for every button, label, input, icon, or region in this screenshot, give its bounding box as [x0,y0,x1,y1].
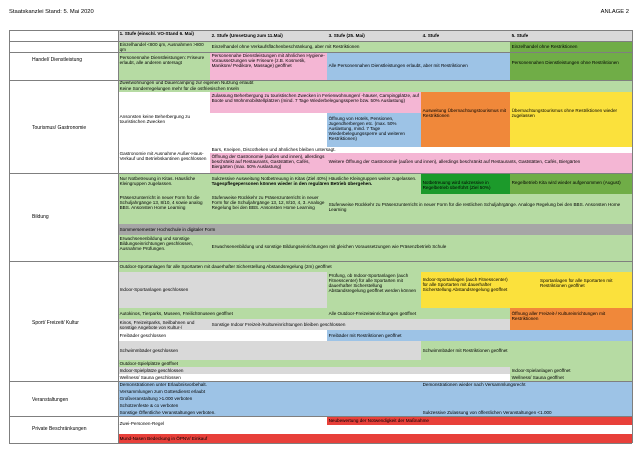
grid-line [9,80,632,81]
grid-line [9,261,632,262]
education-stage2-school: Stufenweise Rückkehr zu Präsenzunterricht in neuer Form für die Schuljahrgänge 13, 12, 8/10, 4, 3. Analoge Regelung bei den BBS. Ansonsten Home Learning [210,194,327,224]
grid-line [632,30,633,443]
sport-stage5-indoor: Sportanlagen für alle Sportarten mit Restriktionen geöffnet [510,272,632,308]
column-header-stage-4: 4. Stufe [421,30,510,41]
grid-line [9,381,632,382]
grid-line [9,30,10,443]
pools-stage3-open: Freibäder mit Restriktionen geöffnet [327,330,632,341]
category-private: Private Beschränkungen [32,426,87,432]
gastronomy-stage2-open: Öffnung der Gastronomie (außen und innen), allerdings beschränkt auf Restaurants, Gaststätten, Cafés, Biergärten (max. 50% Auslastung) [210,153,327,173]
grid-line [9,41,632,42]
gastronomy-bars-closed: Bars, Kneipen, Discotheken und ähnliches bleiben untersagt. [210,147,421,153]
handel-stage1-services: Personennahe Dienstleistungen: Friseure erlaubt, alle anderen untersagt [118,52,210,80]
tourism-stage1-no-lodging: Ansonsten keine Beherbergung zu touristischen Zwecken [118,92,210,147]
private-masks: Mund-Nasen Bedeckung in ÖPNV/ Einkauf [118,434,632,443]
wellness-open: Wellness/ Sauna geöffnet [510,374,632,381]
education-stage3-school: Stufenweise Rückkehr zu Präsenzunterricht in neuer Form für die restlichen Schuljahrgänge. Analoge Regelung bei den BBS. Ansonsten Home Learning [327,194,632,224]
handel-stage5-services: Personennahen Dienstleistungen ohne Restriktionen [510,52,632,80]
education-stage5-kita: Regelbetrieb Kita wird wieder aufgenommen (August) [510,173,632,194]
tourism-stage3-hotels: Öffnung von Hotels, Pensionen, Jugendherbergen etc. (max. 50% Auslastung, mind. 7 Tage Wiederbelegungssperre und weiteren Restriktionen) [327,113,421,147]
sport-stage1-indoor: Indoor-Sportanlagen geschlossen [118,272,327,308]
tourism-islands: Keine Sonderregelungen mehr für die ostfriesischen Inseln [118,86,632,92]
private-reevaluation: Neubewertung der Notwendigkeit der Maßnahme [327,416,632,425]
handel-stage1-retail: Einzelhandel <800 qm, Ausnahmen >800 qm [118,41,210,52]
education-stage1-school: Präsenzunterricht in neuer Form für die Schuljahrgänge 13, 8/10, 4 sowie analog BBS. Ansonsten Home Learning [118,194,210,224]
column-header-stage-2: 2. Stufe (Umsetzung zum 11.Mai) [210,30,327,41]
education-stage2-kita-text: Sukzessive Ausweitung Notbetreuung in Kitas (Ziel 40%) Häusliche Kleingruppen weiter zugelassen. Tagespflegepersonen können wieder in den regulären Betrieb übergehen. [211,176,417,186]
category-sport: Sport/ Freizeit/ Kultur [32,320,79,326]
category-handel: Handel/ Dienstleistung [32,57,83,63]
category-bildung: Bildung [32,214,49,220]
handel-stage3-services: Alle Personennahen Dienstleistungen erlaubt, aber mit Restriktionen [327,52,510,80]
leisure-stage1-closed: Kinos, Freizeitparks, Seilbahnen und sonstige Angebote von Kultur-/ [118,319,210,330]
playgrounds-indoor-closed: Indoor-Spielplätze geschlossen [118,367,510,374]
tourism-second-homes: Zweitwohnungen und Dauercamping zur eigenen Nutzung erlaubt [118,80,632,86]
category-tourismus: Tourismus/ Gastronomie [32,125,87,131]
document-header-annex: ANLAGE 2 [600,9,629,15]
grid-line [9,52,632,53]
grid-line [118,30,119,443]
column-header-stage-5: 5. Stufe [510,30,632,41]
events-shooting-festivals: Schützenfeste & co verboten [118,402,632,409]
wellness-closed: Wellness/ Sauna geschlossen [118,374,510,381]
swimming-stage4-open: Schwimmbäder mit Restriktionen geöffnet [421,341,632,360]
events-worship: Versammlungen zum Gottesdienst erlaubt [118,388,632,395]
education-stage1-kita: Nur Notbetreuung in Kitas. Häusliche Kleingruppen zugelassen. [118,173,210,194]
events-public-stage1: Sonstige Öffentliche Veranstaltungen verboten. [118,409,421,416]
playgrounds-outdoor: Outdoor-Spielplätze geöffnet [118,360,632,367]
document-header-title: Staatskanzlei Stand: 5. Mai 2020 [9,9,94,15]
column-header-stage-1: 1. Stufe (einschl. VO-Stand 6. Mai) [118,30,210,41]
tourism-stage2-lodging: Zulassung Beherbergung zu touristischen Zwecken in Ferienwohnungen/ -häuser, Campingplätze, auf Boote und Wohnmobilstellplätzen (mind. 7 Tage Wiederbelegungssperre bzw. 50% Auslastung) [210,92,421,113]
private-two-person-rule: Zwei-Personen-Regel [118,416,327,434]
gastronomy-stage3-open: Weitere Öffnung der Gastronomie (außen und innen), allerdings beschränkt auf Restaurants, Gaststätten, Cafés, Biergärten [327,153,632,173]
education-stage2-adult: Erwachsenenbildung und sonstige Bildungseinrichtungen mit gleichen Voraussetzungen wie Präsenzbetrieb Schule [210,235,632,261]
tourism-stage4-expansion: Ausweitung Übernachtungstourismus mit Restriktionen [421,92,510,147]
events-large: Großveranstaltung >1.000 verboten [118,395,632,402]
leisure-stage3-outdoor: Alle Outdoor-Freizeiteinrichtungen geöffnet [327,308,510,319]
leisure-stage5-all: Öffnung aller Freizeit-/ Kultureinrichtungen mit Restriktionen [510,308,632,330]
pools-stage1-closed: Freibäder geschlossen [118,330,327,341]
handel-stage2-services: Personennahe Dienstleistungen mit ähnlichen Hygiene-Voraussetzungen wie Friseure (z.B. Kosmetik, Maniküre/ Pediküre, Massage) geöffnet [210,52,327,80]
education-stage1-adult: Erwachsenenbildung und sonstige Bildungseinrichtungen geschlossen, Ausnahme Prüfungen. [118,235,210,261]
sport-stage4-indoor: Indoor-Sportanlagen (auch Fitnesscenter) für alle Sportarten mit dauerhafter Sicherstellung Abstandsregelung geöffnet [421,272,510,308]
swimming-stage1-closed: Schwimmbäder geschlossen [118,341,421,360]
column-header-stage-3: 3. Stufe (25. Mai) [327,30,421,41]
grid-line [9,30,632,31]
grid-line [9,443,632,444]
events-demos-stage4: Demonstrationen wieder nach Versammlungsrecht [421,381,632,388]
playgrounds-indoor-open: Indoor-Spielanlagen geöffnet [510,367,632,374]
events-demos-stage1: Demonstrationen unter Erlaubnisvorbehalt. [118,381,421,388]
handel-stage2-retail: Einzelhandel ohne Verkaufsflächenbeschränkung, aber mit Restriktionen [210,41,510,52]
sport-outdoor: Outdoor-Sportanlagen für alle Sportarten mit dauerhafter Sicherstellung Abstandsregelung (2m) geöffnet [118,261,632,272]
category-veranstaltungen: Veranstaltungen [32,397,69,403]
leisure-stage2-closed: Sonstige Indoor Freizeit-/Kultureinrichtungen bleiben geschlossen [210,319,510,330]
sport-stage3-indoor: Prüfung, ob Indoor-Sportanlagen (auch Fitnesscenter) für alle Sportarten mit dauerhafter Sicherstellung Abstandsregelung geöffnet werden können [327,272,421,308]
grid-line [9,416,632,417]
education-stage4-kita: Notbetreuung wird sukzessive in Regelbetrieb überführt (Ziel 50%) [421,173,510,194]
handel-stage5-retail: Einzelhandel ohne Restriktionen [510,41,632,52]
events-public-stage4: Sukzessive Zulassung von öffentlichen Veranstaltungen <1.000 [421,409,632,416]
grid-line [9,173,632,174]
leisure-stage1-outdoor: Autokinos, Tierparks, Museen, Freilichtmuseen geöffnet [118,308,327,319]
education-university: Sommersemester Hochschule in digitaler Form [118,224,632,235]
tourism-stage5-unrestricted: Übernachtungstourismus ohne Restriktionen wieder zugelassen [510,92,632,147]
gastronomy-stage1-closed: Gastronomie mit Ausnahme Außer-Haus-Verkauf und Betriebskantinen geschlossen [118,147,210,173]
education-stage2-kita [210,173,421,194]
education-stage2-kita-bold-text: Tagespflegepersonen können wieder in den regulären Betrieb übergehen. [211,181,373,186]
